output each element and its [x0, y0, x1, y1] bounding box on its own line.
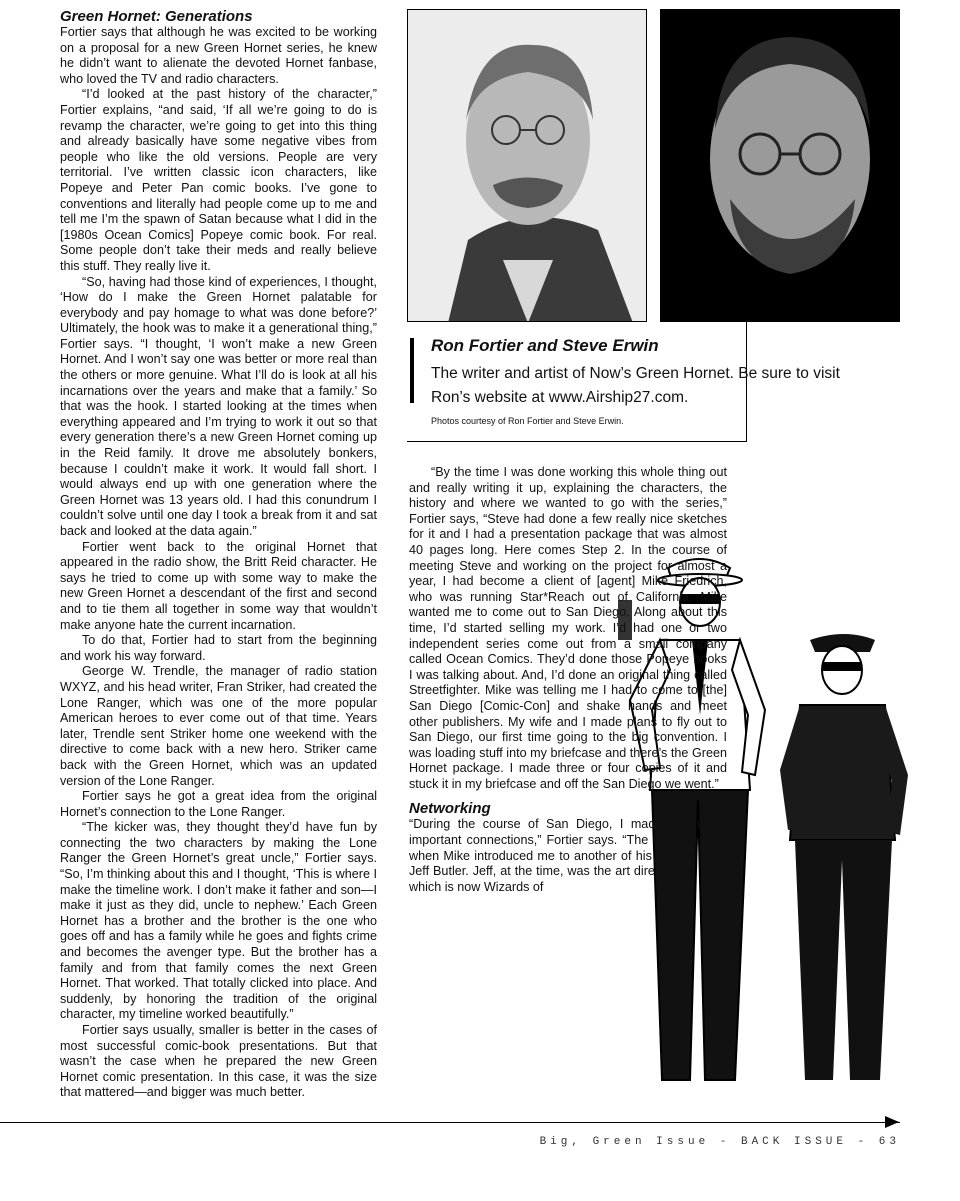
- photo-ron-fortier: [407, 9, 647, 322]
- page-footer: Big, Green Issue - BACK ISSUE - 63: [539, 1136, 900, 1148]
- right-column: [409, 465, 727, 895]
- paragraph: “So, having had those kind of experiences, I thought, ‘How do I make the Green Hornet palatable for everybody and pay homage to what was done before?’ Ultimately, the hook was to make it a generational thing,” Fortier says. “I thought, ‘I won’t make a new Green Hornet. And I won’t say one was better or more real than the others or more genuine. What I’ll do is look at all his incarnations over the years and make that a family.’ So that was the hook. I started looking at the times when everything appeared and I’m trying to work it out so that every generation there’s a new Green Hornet coming up in the Reid family. It drove me absolutely bonkers, because I couldn’t make it work. It would fall short. I would always end up with one generation where the Green Hornet was 13 years old. I had this conundrum I couldn’t solve until one day I took a break from it and sat back and looked at the data again.”: [60, 274, 377, 538]
- paragraph: George W. Trendle, the manager of radio station WXYZ, and his head writer, Fran Striker, had created the Lone Ranger, which was one of the more popular American heroes to ever come out of that time. Years later, Trendle sent Striker home one weekend with the directive to come back with a new hero. Striker came back with the Green Hornet, which was an updated version of the Lone Ranger.: [60, 664, 377, 788]
- caption-accent-bar: [410, 338, 414, 403]
- footer-rule: [0, 1122, 900, 1123]
- left-column: [60, 8, 377, 1101]
- caption-text: [431, 362, 891, 410]
- photo-credit: Photos courtesy of Ron Fortier and Steve Erwin.: [431, 416, 624, 426]
- section-heading: Green Hornet: Generations: [60, 8, 253, 25]
- caption-line-2: Ron’s website at www.Airship27.com.: [431, 389, 689, 406]
- paragraph: “I’d looked at the past history of the character,” Fortier explains, “and said, ‘If all we’re going to do is revamp the character, we’re going to get into this thing and already basically have some negative vibes from people who like the old versions. People are very territorial. I’ve written classic icon characters, like Popeye and Peter Pan comic books. I’ve gone to conventions and literally had people come up to me and tell me I’m the spawn of Satan because what I did in the [1980s Ocean Comics] Popeye comic book. For real. Some people don’t take their meds and really believe this stuff. They really live it.: [60, 87, 377, 273]
- paragraph: Fortier says that although he was excited to be working on a proposal for a new Green Hornet series, he knew he didn’t want to alienate the devoted Hornet fanbase, who loved the TV and radio characters.: [60, 25, 377, 86]
- paragraph: Fortier went back to the original Hornet that appeared in the radio show, the Britt Reid character. He says he tried to come up with some way to make the new Green Hornet a descendant of the first and second and to tie them all together in some way that wouldn’t make anyone hate the current incarnation.: [60, 539, 377, 632]
- paragraph: “During the course of San Diego, I made two really important connections,” Fortier says. “The first one was when Mike introduced me to another of his clients, artist Jeff Butler. Jeff, at the time, was the art director for TSR, which is now Wizards of: [409, 817, 727, 894]
- paragraph: “The kicker was, they thought they’d have fun by connecting the two characters by making the Lone Ranger the Green Hornet’s great uncle,” Fortier says. “So, I’m thinking about this and I thought, ‘This is where I make the timeline work. I don’t make it father and son—I make it just as they did, uncle to nephew.’ Each Green Hornet has a brother and the brother is the one who goes off and has a family while he goes and fights crime and becomes the avenger type. But the brother has a family and from that family comes the next Green Hornet. That worked. That totally clicked into place. And suddenly, by honoring the tradition of the original character, my timeline worked beautifully.”: [60, 820, 377, 1022]
- paragraph: Fortier says usually, smaller is better in the cases of most successful comic-book presentations. But that wasn’t the case when he prepared the new Green Hornet comic presentation. In this case, it was the size that mattered—and bigger was much better.: [60, 1023, 377, 1100]
- paragraph: To do that, Fortier had to start from the beginning and work his way forward.: [60, 633, 377, 663]
- caption-line-1: The writer and artist of Now’s Green Hornet. Be sure to visit: [431, 365, 840, 382]
- paragraph: Fortier says he got a great idea from the original Hornet’s connection to the Lone Ranger.: [60, 789, 377, 819]
- paragraph: “By the time I was done working this whole thing out and really writing it up, explaining the characters, the history and where we wanted to go with the series,” Fortier says, “Steve had done a few really nice sketches for it and I had a presentation package that was almost 40 pages long. Here comes Step 2. In the course of meeting Steve and working on the project for almost a year, I had become a client of [agent] Mike Friedrich, who was running Star*Reach out of California. Mike wanted me to come out to San Diego. Along about this time, I’d started selling my work. I’d had one or two independent series come out from a small company called Ocean Comics. They’d done those Popeye books I was talking about. And, I’d done an original thing called Streetfighter. Mike was telling me I had to come to [the] San Diego [Comic-Con] and shake hands and meet other publishers. My wife and I made plans to fly out to San Diego, our first time going to the big convention. I was loading stuff into my briefcase and there’s the Green Hornet package. I made three or four copies of it and stuck it in my briefcase and off the San Diego we went.”: [409, 465, 727, 791]
- caption-title: Ron Fortier and Steve Erwin: [431, 336, 659, 355]
- photo-steve-erwin: [660, 9, 900, 322]
- section-heading-networking: Networking: [409, 800, 491, 818]
- continue-arrow-icon: [885, 1116, 899, 1128]
